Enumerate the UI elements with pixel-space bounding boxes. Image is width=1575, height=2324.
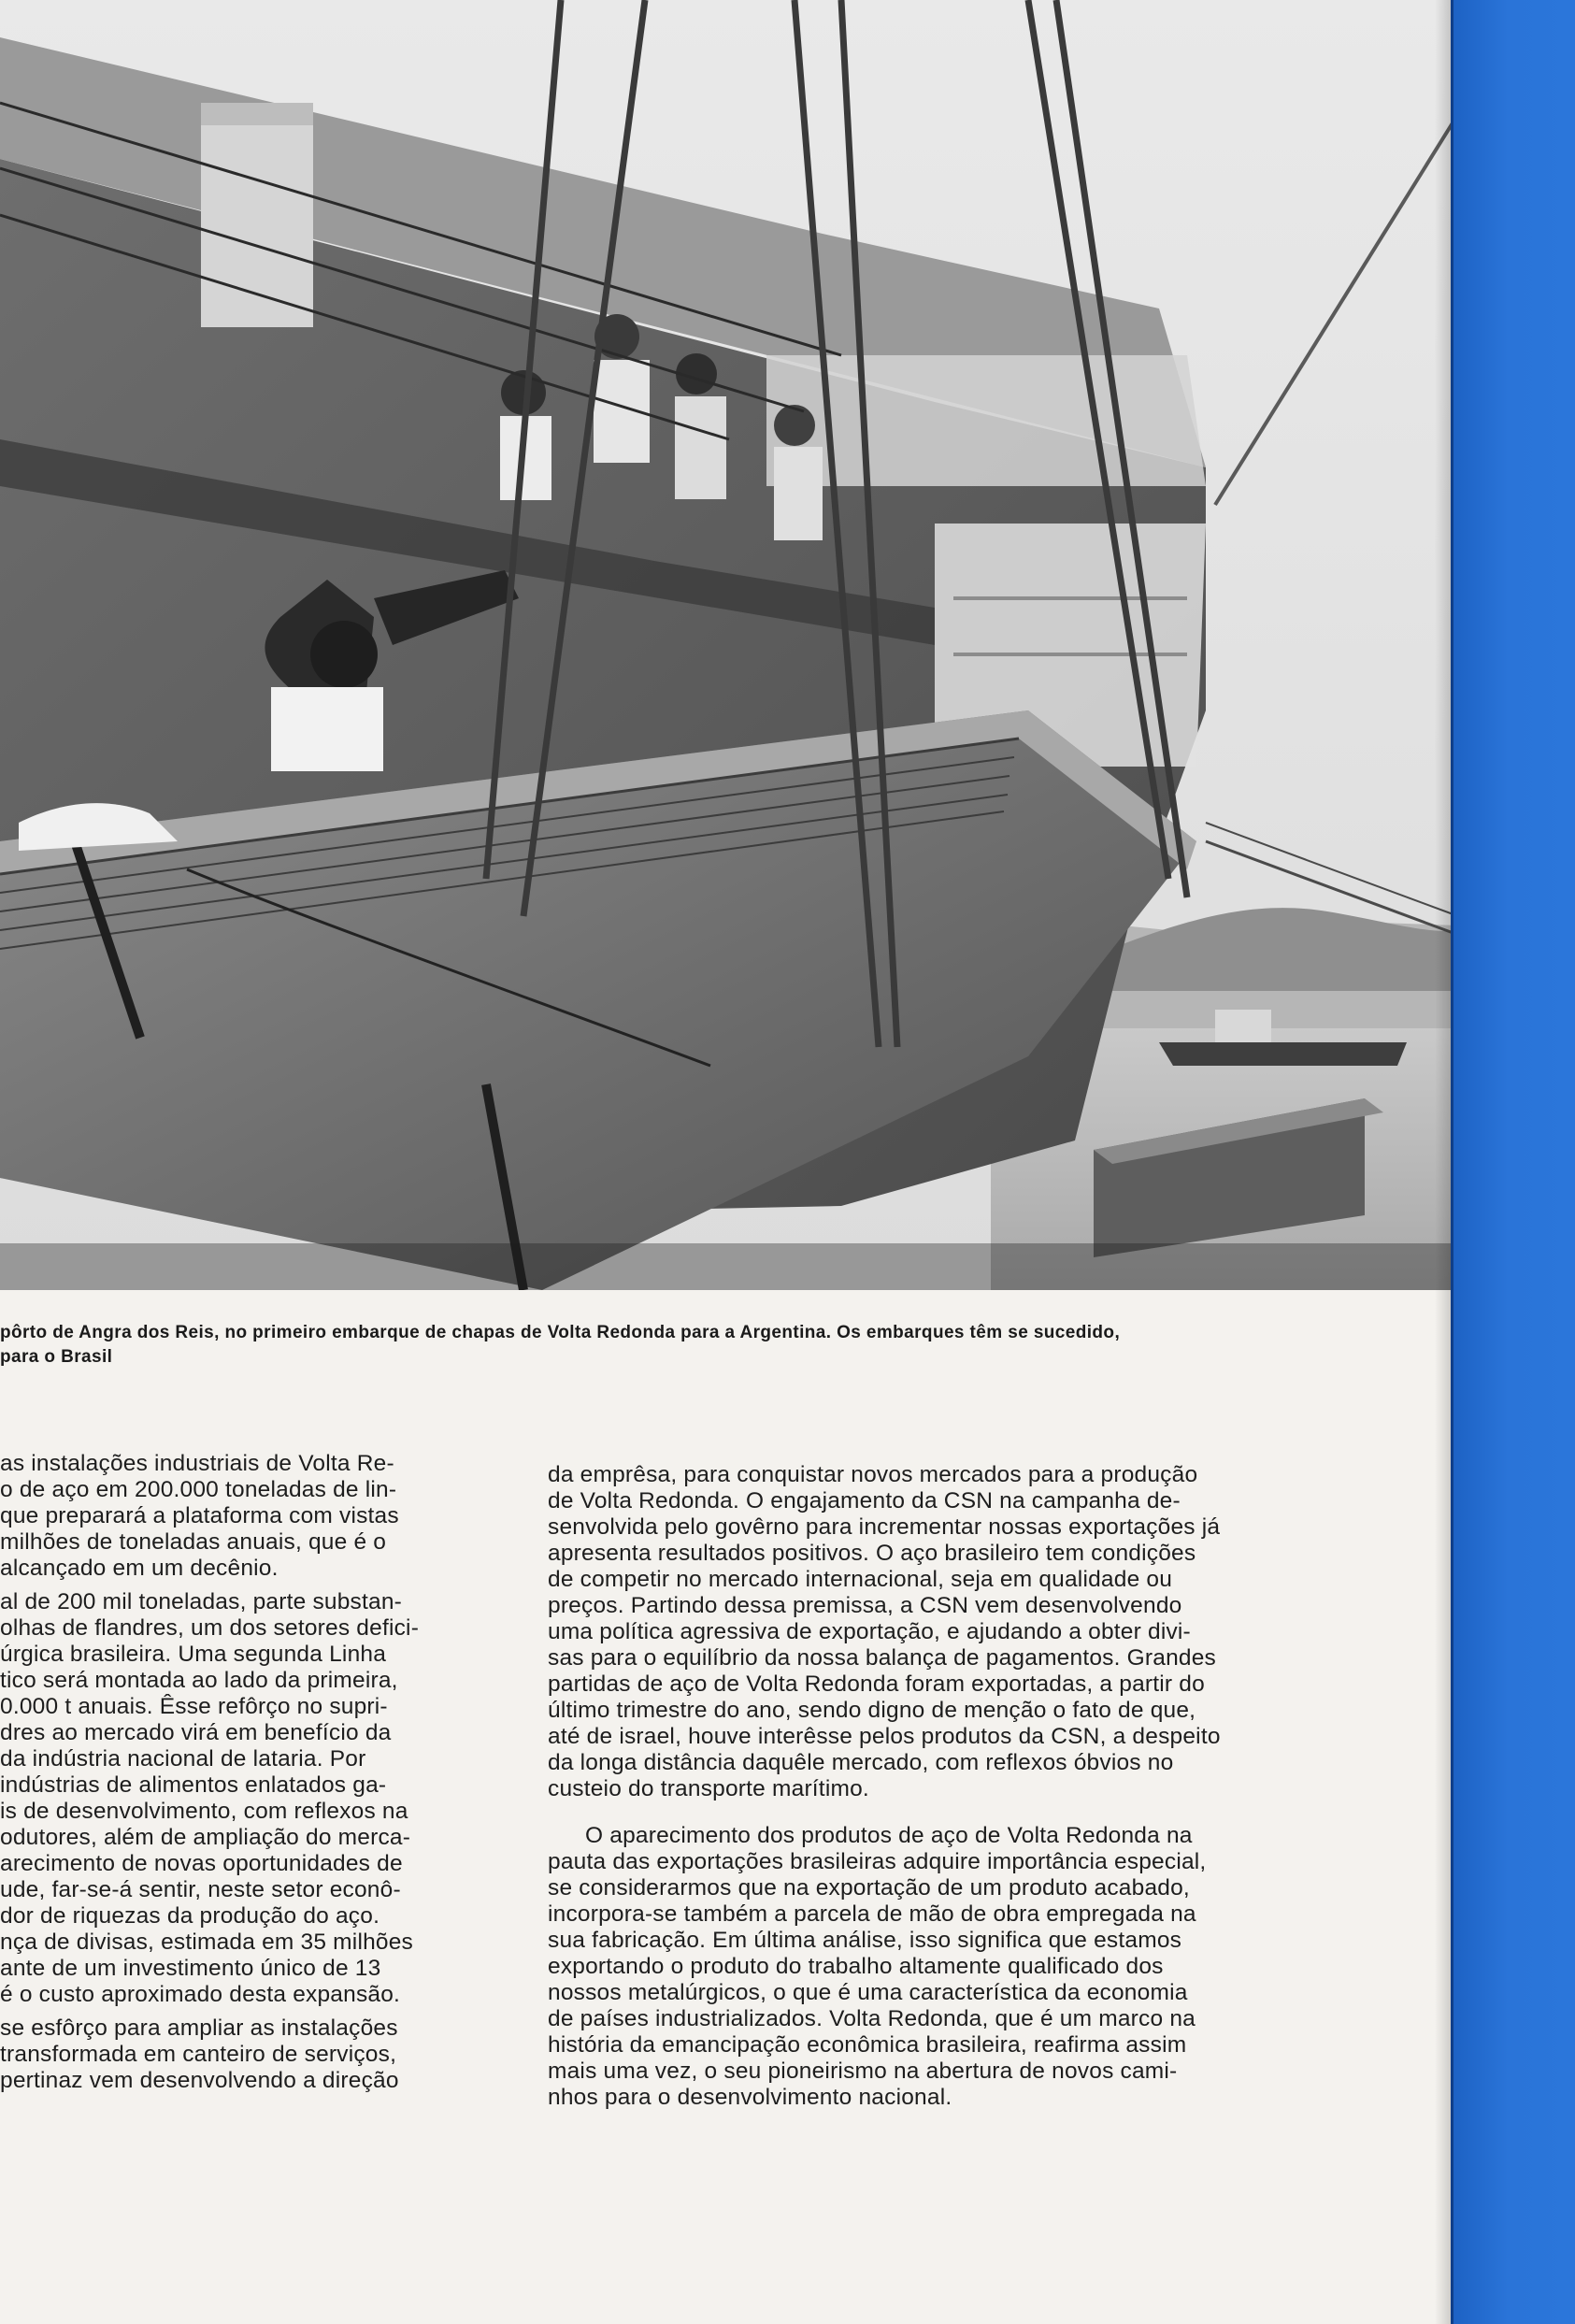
- left-line: que preparará a plataforma com vistas: [0, 1503, 399, 1528]
- left-line: nça de divisas, estimada em 35 milhões: [0, 1929, 414, 1955]
- left-line: 0.000 t anuais. Êsse refôrço no supri-: [0, 1694, 388, 1719]
- left-line: pertinaz vem desenvolvendo a direção: [0, 2068, 399, 2093]
- right-line: da emprêsa, para conquistar novos mercados para a produção: [548, 1462, 1198, 1487]
- blue-binding-strip: [1451, 0, 1575, 2324]
- left-line: milhões de toneladas anuais, que é o: [0, 1529, 387, 1555]
- right-line: de países industrializados. Volta Redonda, que é um marco na: [548, 2006, 1196, 2031]
- right-line: pauta das exportações brasileiras adquire importância especial,: [548, 1849, 1207, 1874]
- right-line: exportando o produto do trabalho altamente qualificado dos: [548, 1954, 1164, 1979]
- left-line: úrgica brasileira. Uma segunda Linha: [0, 1642, 387, 1667]
- left-line: tico será montada ao lado da primeira,: [0, 1668, 398, 1693]
- left-line: é o custo aproximado desta expansão.: [0, 1982, 401, 2007]
- left-line: dres ao mercado virá em benefício da: [0, 1720, 392, 1745]
- left-line: dor de riquezas da produção do aço.: [0, 1903, 380, 1929]
- right-line: custeio do transporte marítimo.: [548, 1776, 869, 1801]
- caption-line-2: para o Brasil: [0, 1347, 113, 1367]
- right-line: último trimestre do ano, sendo digno de menção o fato de que,: [548, 1698, 1196, 1723]
- left-line: se esfôrço para ampliar as instalações: [0, 2016, 398, 2041]
- photo-caption: [0, 1321, 1439, 1370]
- right-line: de Volta Redonda. O engajamento da CSN na campanha de-: [548, 1488, 1181, 1513]
- left-line: olhas de flandres, um dos setores defici-: [0, 1615, 420, 1641]
- left-line: o de aço em 200.000 toneladas de lin-: [0, 1477, 397, 1502]
- right-line: da longa distância daquêle mercado, com reflexos óbvios no: [548, 1750, 1174, 1775]
- right-line: O aparecimento dos produtos de aço de Volta Redonda na: [585, 1823, 1193, 1848]
- right-line: partidas de aço de Volta Redonda foram exportadas, a partir do: [548, 1671, 1205, 1697]
- right-line: senvolvida pelo govêrno para incrementar nossas exportações já: [548, 1514, 1221, 1540]
- right-line: sas para o equilíbrio da nossa balança de pagamentos. Grandes: [548, 1645, 1216, 1671]
- left-line: is de desenvolvimento, com reflexos na: [0, 1799, 408, 1824]
- right-line: sua fabricação. Em última análise, isso significa que estamos: [548, 1928, 1182, 1953]
- left-line: alcançado em um decênio.: [0, 1556, 279, 1581]
- right-line: apresenta resultados positivos. O aço brasileiro tem condições: [548, 1541, 1196, 1566]
- left-line: indústrias de alimentos enlatados ga-: [0, 1772, 387, 1798]
- left-line: ude, far-se-á sentir, neste setor econô-: [0, 1877, 401, 1902]
- left-line: transformada em canteiro de serviços,: [0, 2042, 397, 2067]
- caption-line-1: pôrto de Angra dos Reis, no primeiro embarque de chapas de Volta Redonda para a Argentina. Os embarques têm se sucedido,: [0, 1323, 1121, 1342]
- left-line: ante de um investimento único de 13: [0, 1956, 381, 1981]
- right-line: nhos para o desenvolvimento nacional.: [548, 2085, 952, 2110]
- left-line: odutores, além de ampliação do merca-: [0, 1825, 411, 1850]
- left-line: al de 200 mil toneladas, parte substan-: [0, 1589, 403, 1614]
- right-line: incorpora-se também a parcela de mão de obra empregada na: [548, 1901, 1196, 1927]
- left-line: da indústria nacional de lataria. Por: [0, 1746, 366, 1772]
- left-line: as instalações industriais de Volta Re-: [0, 1451, 394, 1476]
- right-line: preços. Partindo dessa premissa, a CSN vem desenvolvendo: [548, 1593, 1182, 1618]
- right-line: se considerarmos que na exportação de um produto acabado,: [548, 1875, 1190, 1901]
- right-line: de competir no mercado internacional, seja em qualidade ou: [548, 1567, 1173, 1592]
- right-line: uma política agressiva de exportação, e ajudando a obter divi-: [548, 1619, 1191, 1644]
- right-line: nossos metalúrgicos, o que é uma característica da economia: [548, 1980, 1188, 2005]
- left-line: arecimento de novas oportunidades de: [0, 1851, 403, 1876]
- right-line: história da emancipação econômica brasileira, reafirma assim: [548, 2032, 1187, 2058]
- right-line: mais uma vez, o seu pioneirismo na abertura de novos cami-: [548, 2059, 1178, 2084]
- right-line: até de israel, houve interêsse pelos produtos da CSN, a despeito: [548, 1724, 1221, 1749]
